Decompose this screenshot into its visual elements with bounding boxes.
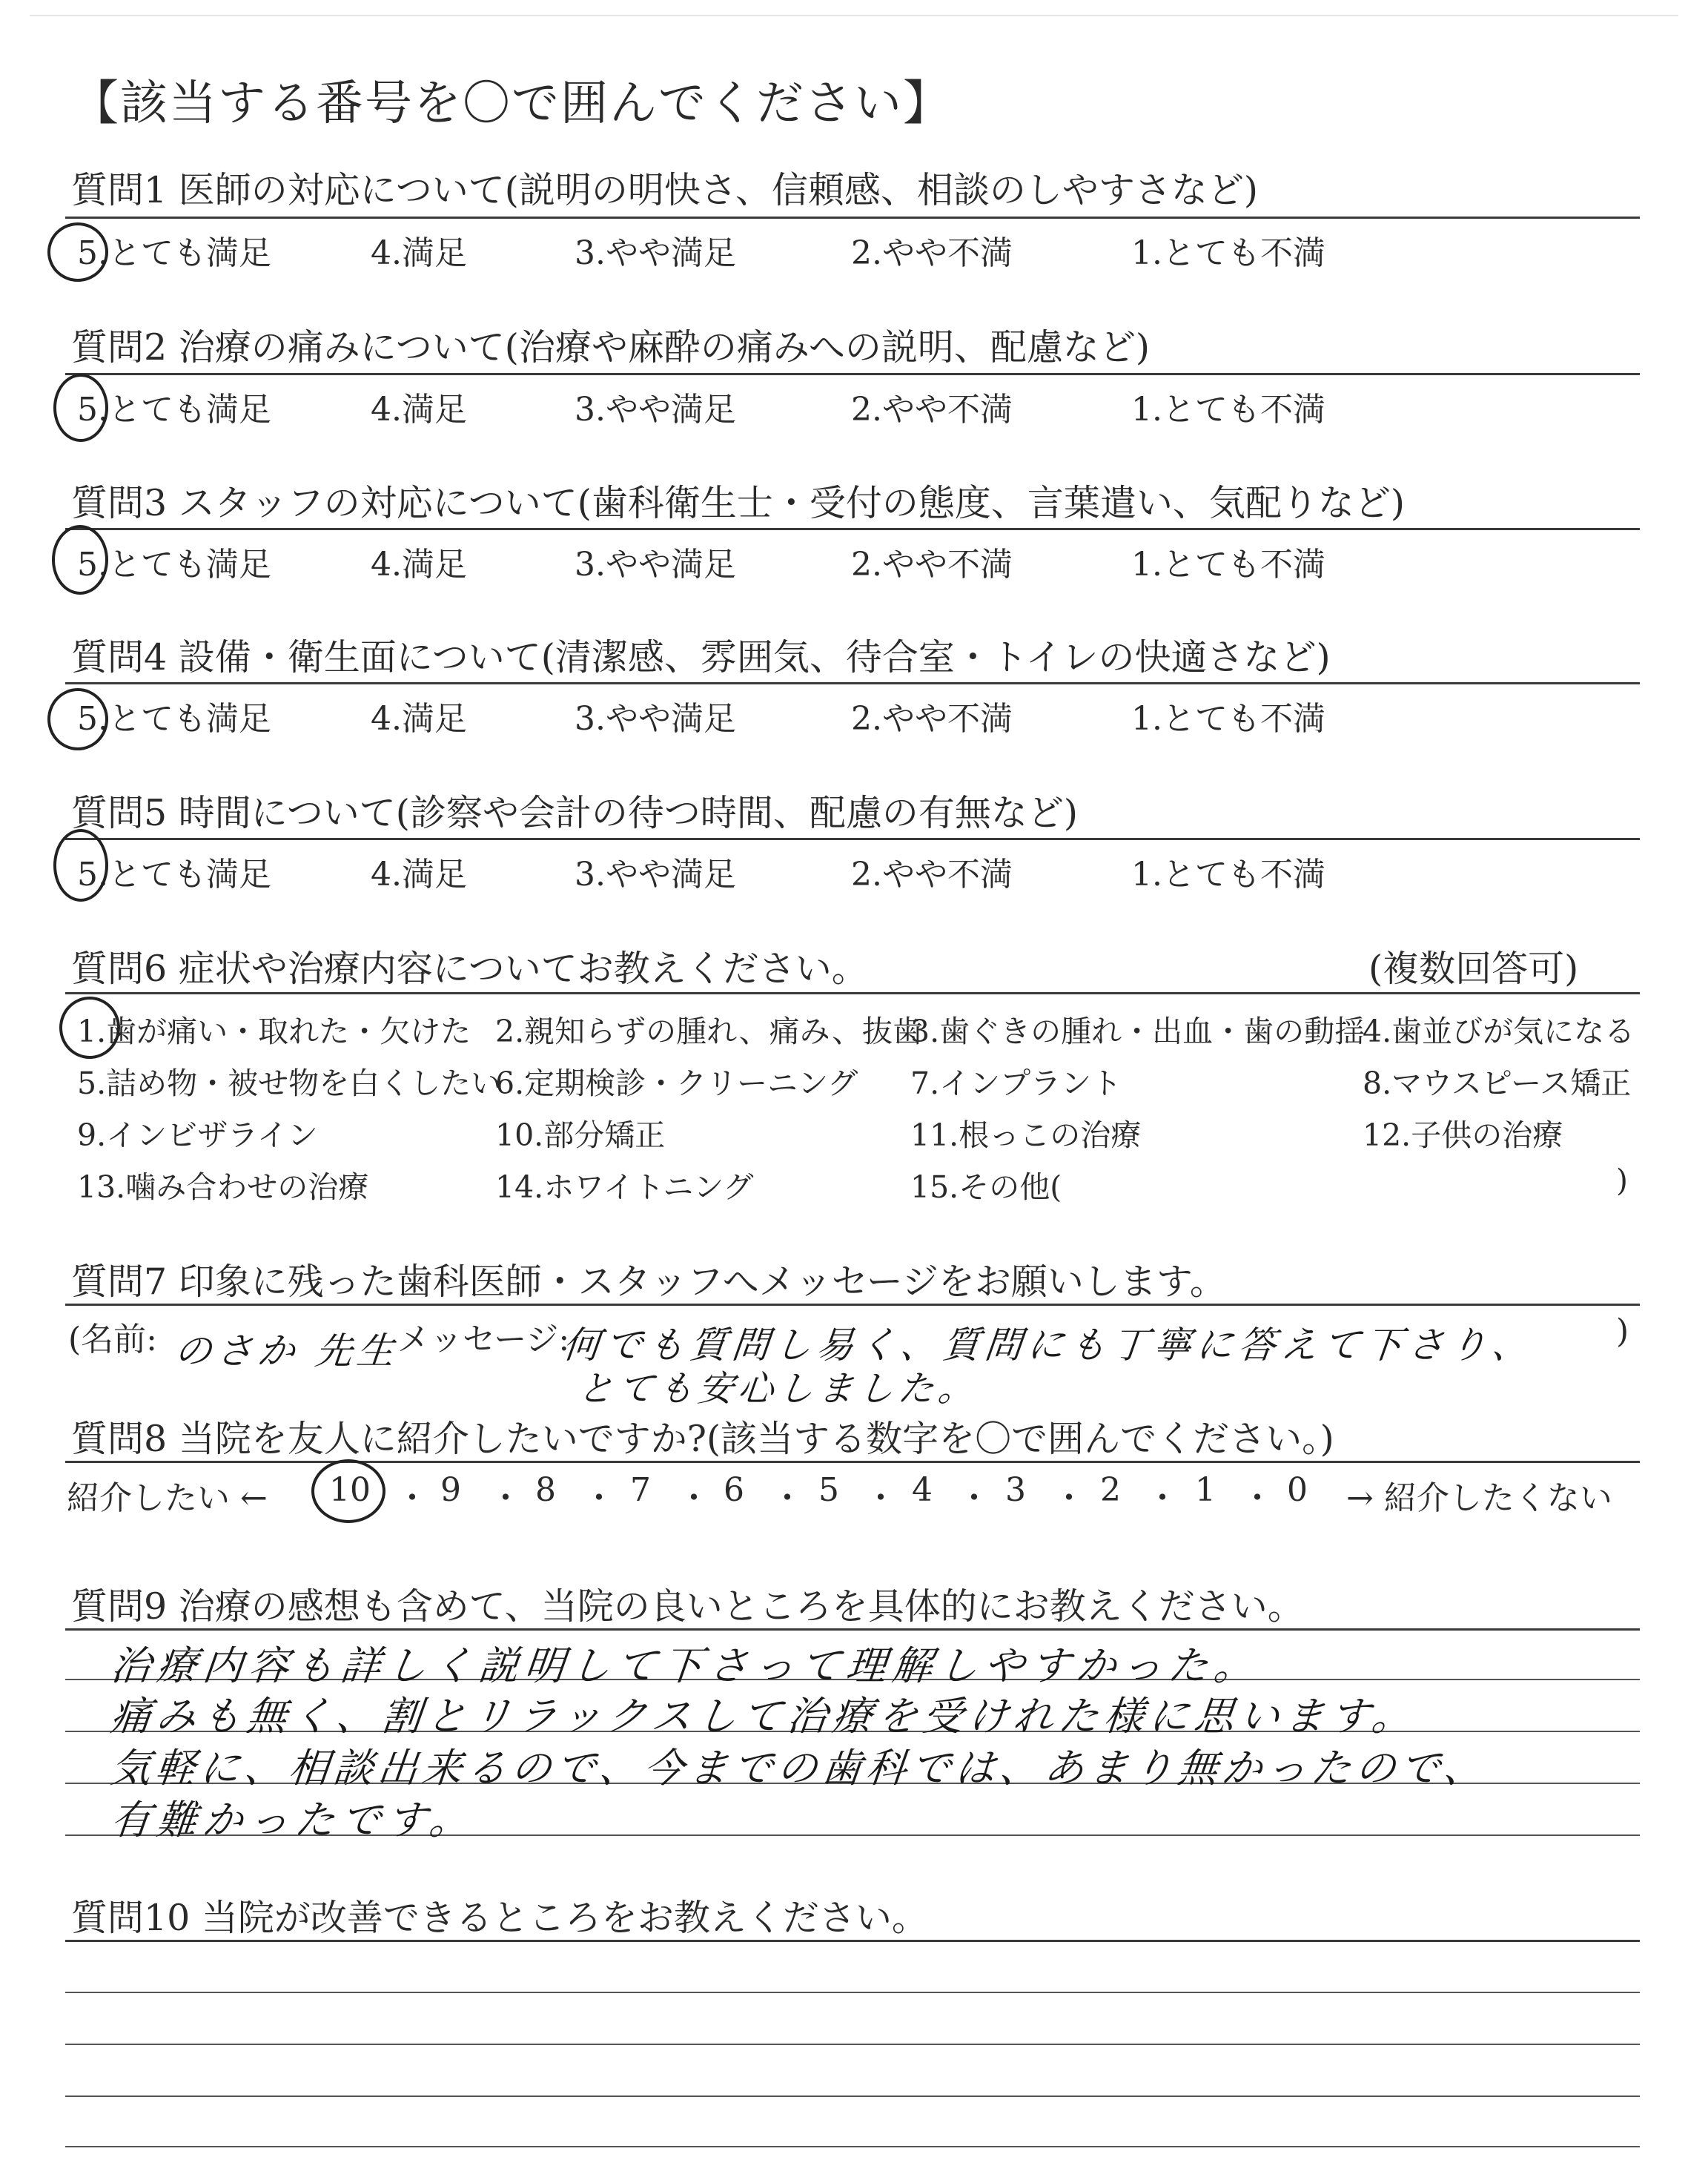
q8-selection-circle [311, 1459, 385, 1523]
q9-answer-line[interactable]: 痛みも無く、割とリラックスして治療を受けれた様に思います。 [108, 1693, 1420, 1740]
q6-option[interactable]: 6.定期検診・クリーニング [495, 1066, 858, 1101]
q6-option[interactable]: 5.詰め物・被せ物を白くしたい [77, 1066, 502, 1101]
q8-left-label: 紹介したい ← [67, 1479, 268, 1517]
q10-label: 質問10 当院が改善できるところをお教えください。 [71, 1897, 928, 1939]
q5-opt-2[interactable]: 2.やや不満 [851, 856, 1013, 894]
q8-dot: ・ [489, 1479, 522, 1517]
page-title: 【該当する番号を〇で囲んでください】 [71, 76, 952, 131]
q9-answer-line[interactable]: 治療内容も詳しく説明して下さって理解しやすかった。 [108, 1642, 1262, 1689]
q8-number-2[interactable]: 2 [1100, 1471, 1121, 1509]
q6-note: (複数回答可) [1368, 948, 1579, 990]
q7-label: 質問7 印象に残った歯科医師・スタッフへメッセージをお願いします。 [71, 1261, 1226, 1303]
q1-label: 質問1 医師の対応について(説明の明快さ、信頼感、相談のしやすさなど) [71, 169, 1259, 211]
q10-rule [65, 1940, 1640, 1942]
top-edge [30, 15, 1678, 16]
q8-number-9[interactable]: 9 [440, 1471, 461, 1509]
q5-label: 質問5 時間について(診察や会計の待つ時間、配慮の有無など) [71, 792, 1079, 834]
q8-dot: ・ [1146, 1479, 1179, 1517]
q8-dot: ・ [771, 1479, 804, 1517]
q8-rule [65, 1461, 1640, 1463]
q3-opt-1[interactable]: 1.とても不満 [1131, 546, 1325, 584]
q7-close-paren: ) [1616, 1312, 1629, 1350]
q2-opt-5[interactable]: 5.とても満足 [77, 391, 271, 429]
q6-option[interactable]: 3.歯ぐきの腫れ・出血・歯の動揺 [910, 1014, 1366, 1049]
q8-dot: ・ [1053, 1479, 1085, 1517]
q9-rule [65, 1628, 1640, 1631]
q8-number-0[interactable]: 0 [1287, 1471, 1308, 1509]
q6-option[interactable]: 7.インプラント [910, 1066, 1122, 1101]
q4-selection-circle [47, 688, 108, 750]
q8-number-5[interactable]: 5 [818, 1471, 839, 1509]
q6-option[interactable]: 10.部分矯正 [495, 1117, 666, 1153]
q4-label: 質問4 設備・衛生面について(清潔感、雰囲気、待合室・トイレの快適さなど) [71, 636, 1331, 678]
q1-rule [65, 217, 1640, 219]
q7-name-label: (名前: [68, 1321, 157, 1358]
q8-dot: ・ [583, 1479, 615, 1517]
q5-opt-3[interactable]: 3.やや満足 [575, 856, 736, 894]
q6-option[interactable]: 2.親知らずの腫れ、痛み、抜歯 [495, 1014, 924, 1049]
q6-option[interactable]: 14.ホワイトニング [495, 1169, 754, 1205]
q10-line [65, 2044, 1640, 2045]
q7-name-handwritten[interactable]: のさか 先生 [172, 1330, 401, 1373]
q1-opt-2[interactable]: 2.やや不満 [851, 234, 1013, 272]
q6-option-other[interactable]: 15.その他( [910, 1169, 1062, 1205]
q9-answer-line[interactable]: 有難かったです。 [108, 1797, 478, 1843]
q8-dot: ・ [1241, 1479, 1274, 1517]
q1-opt-4[interactable]: 4.満足 [371, 234, 467, 272]
q10-line [65, 1992, 1640, 1993]
q4-opt-3[interactable]: 3.やや満足 [575, 700, 736, 738]
q6-option[interactable]: 1.歯が痛い・取れた・欠けた [77, 1014, 471, 1049]
q8-number-8[interactable]: 8 [535, 1471, 556, 1509]
q3-selection-circle [52, 525, 108, 595]
q4-opt-2[interactable]: 2.やや不満 [851, 700, 1013, 738]
q8-dot: ・ [864, 1479, 897, 1517]
q6-option[interactable]: 8.マウスピース矯正 [1363, 1066, 1632, 1101]
q9-label: 質問9 治療の感想も含めて、当院の良いところを具体的にお教えください。 [71, 1585, 1304, 1628]
q1-opt-3[interactable]: 3.やや満足 [575, 234, 736, 272]
q6-option[interactable]: 4.歯並びが気になる [1363, 1014, 1635, 1049]
q2-rule [65, 373, 1640, 375]
q8-number-6[interactable]: 6 [724, 1471, 744, 1509]
q3-label: 質問3 スタッフの対応について(歯科衛生士・受付の態度、言葉遣い、気配りなど) [71, 482, 1406, 524]
q2-label: 質問2 治療の痛みについて(治療や麻酔の痛みへの説明、配慮など) [71, 326, 1151, 369]
q8-dot: ・ [396, 1479, 428, 1517]
q3-opt-3[interactable]: 3.やや満足 [575, 546, 736, 584]
q6-label: 質問6 症状や治療内容についてお教えください。 [71, 948, 868, 990]
q6-option[interactable]: 11.根っこの治療 [910, 1117, 1142, 1153]
q6-option[interactable]: 9.インビザライン [77, 1117, 318, 1153]
q8-right-label: → 紹介したくない [1346, 1479, 1612, 1517]
q8-label: 質問8 当院を友人に紹介したいですか?(該当する数字を〇で囲んでください。) [71, 1418, 1334, 1460]
q3-opt-2[interactable]: 2.やや不満 [851, 546, 1013, 584]
q5-selection-circle [53, 829, 108, 902]
q5-opt-4[interactable]: 4.満足 [371, 856, 467, 894]
q3-opt-4[interactable]: 4.満足 [371, 546, 467, 584]
q3-opt-5[interactable]: 5.とても満足 [77, 546, 271, 584]
q1-opt-1[interactable]: 1.とても不満 [1131, 234, 1325, 272]
q3-rule [65, 528, 1640, 530]
q8-dot: ・ [958, 1479, 990, 1517]
q7-message-line2[interactable]: とても安心しました。 [575, 1368, 981, 1410]
q6-option-other-close: ) [1616, 1163, 1628, 1198]
q2-selection-circle [53, 374, 108, 442]
q8-number-7[interactable]: 7 [630, 1471, 651, 1509]
q10-line [65, 2146, 1640, 2147]
q8-number-10[interactable]: 10 [329, 1471, 371, 1509]
q2-opt-3[interactable]: 3.やや満足 [575, 391, 736, 429]
q8-dot: ・ [678, 1479, 710, 1517]
q10-line [65, 2095, 1640, 2097]
q2-opt-4[interactable]: 4.満足 [371, 391, 467, 429]
q1-selection-circle [47, 222, 108, 282]
q5-rule [65, 838, 1640, 840]
q4-opt-5[interactable]: 5.とても満足 [77, 700, 271, 738]
q1-opt-5[interactable]: 5.とても満足 [77, 234, 271, 272]
q8-number-4[interactable]: 4 [912, 1471, 933, 1509]
q4-opt-1[interactable]: 1.とても不満 [1131, 700, 1325, 738]
q6-option[interactable]: 12.子供の治療 [1363, 1117, 1563, 1153]
q4-rule [65, 682, 1640, 684]
q6-selection-circle [59, 997, 120, 1059]
q9-answer-line[interactable]: 気軽に、相談出来るので、今までの歯科では、あまり無かったので、 [108, 1745, 1491, 1791]
q8-number-3[interactable]: 3 [1005, 1471, 1026, 1509]
q5-opt-5[interactable]: 5.とても満足 [77, 856, 271, 894]
q7-message-label: メッセージ: [397, 1321, 570, 1358]
q6-option[interactable]: 13.噛み合わせの治療 [77, 1169, 369, 1205]
q4-opt-4[interactable]: 4.満足 [371, 700, 467, 738]
q6-rule [65, 992, 1640, 994]
q8-number-1[interactable]: 1 [1195, 1471, 1216, 1509]
q7-message-line1[interactable]: 何でも質問し易く、質問にも丁寧に答えて下さり、 [560, 1324, 1537, 1367]
q7-rule [65, 1304, 1640, 1306]
q5-opt-1[interactable]: 1.とても不満 [1131, 856, 1325, 894]
q2-opt-1[interactable]: 1.とても不満 [1131, 391, 1325, 429]
q2-opt-2[interactable]: 2.やや不満 [851, 391, 1013, 429]
